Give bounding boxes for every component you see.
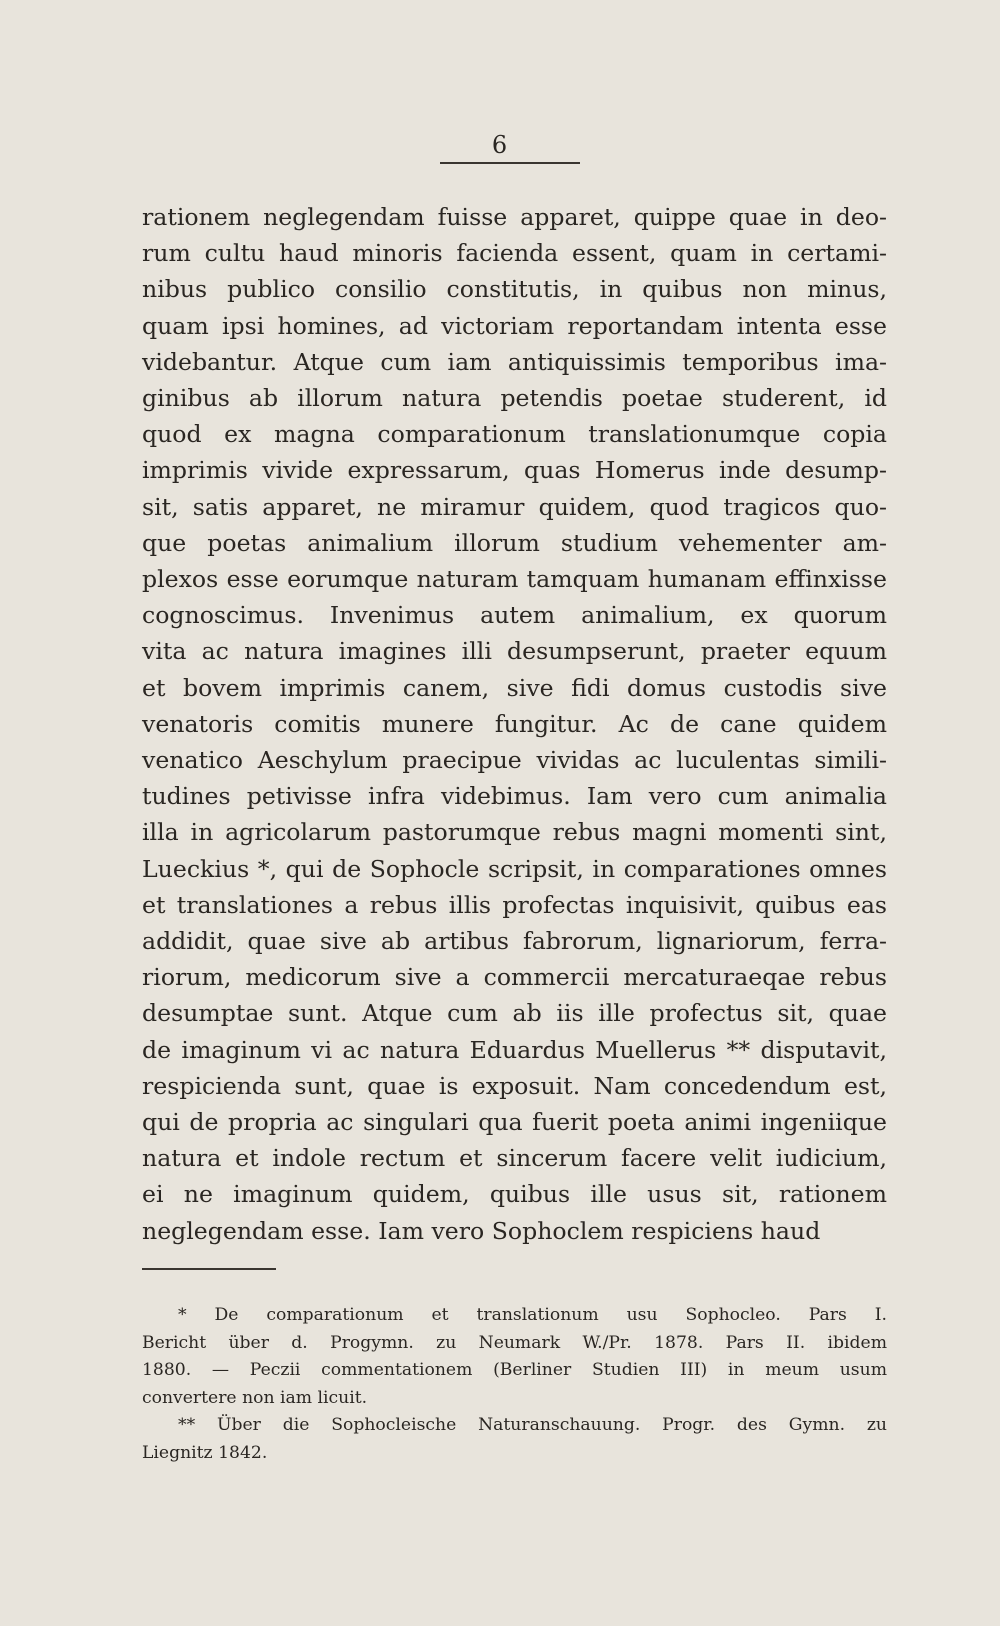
footnote-line: * De comparationum et translationum usu Sophocleo. Pars I. (178, 1305, 887, 1325)
footnote-line: Bericht über d. Progymn. zu Neumark W./Pr. 1878. Pars II. ibidem (142, 1332, 887, 1353)
body-line: riorum, medicorum sive a commercii mercaturaeqae rebus (142, 963, 887, 992)
body-line: imprimis vivide expressarum, quas Homerus inde desump- (142, 456, 887, 485)
body-line: qui de propria ac singulari qua fuerit poeta animi ingeniique (142, 1108, 887, 1137)
footnotes (142, 1302, 887, 1468)
body-line: rum cultu haud minoris facienda essent, quam in certami- (142, 239, 887, 268)
footnote-line: Liegnitz 1842. (142, 1442, 268, 1463)
body-line: desumptae sunt. Atque cum ab iis ille profectus sit, quae (142, 999, 887, 1028)
body-line: quod ex magna comparationum translationumque copia (142, 420, 887, 449)
body-line: venatoris comitis munere fungitur. Ac de cane quidem (142, 709, 887, 738)
body-line: de imaginum vi ac natura Eduardus Muellerus ** disputavit, (142, 1035, 887, 1064)
body-line: cognoscimus. Invenimus autem animalium, ex quorum (142, 601, 887, 630)
body-line: et bovem imprimis canem, sive fidi domus custodis sive (142, 673, 887, 702)
body-line: Lueckius *, qui de Sophocle scripsit, in comparationes omnes (142, 854, 887, 883)
body-line: vita ac natura imagines illi desumpserunt, praeter equum (142, 637, 887, 666)
body-text (142, 199, 887, 1249)
body-line: quam ipsi homines, ad victoriam reportandam intenta esse (142, 311, 887, 340)
body-line: ei ne imaginum quidem, quibus ille usus sit, rationem (142, 1180, 887, 1209)
body-line: plexos esse eorumque naturam tamquam humanam effinxisse (142, 565, 887, 594)
body-line: ginibus ab illorum natura petendis poetae studerent, id (142, 384, 887, 413)
body-line: et translationes a rebus illis profectas inquisivit, quibus eas (142, 890, 887, 919)
body-line: tudines petivisse infra videbimus. Iam vero cum animalia (142, 782, 887, 811)
footnote-2 (142, 1412, 887, 1467)
body-line: sit, satis apparet, ne miramur quidem, quod tragicos quo- (142, 492, 887, 521)
body-line: addidit, quae sive ab artibus fabrorum, lignariorum, ferra- (142, 927, 887, 956)
body-line: rationem neglegendam fuisse apparet, quippe quae in deo- (142, 203, 887, 231)
footnote-rule (142, 1268, 276, 1270)
footnote-1 (142, 1302, 887, 1412)
body-line: neglegendam esse. Iam vero Sophoclem respiciens haud (142, 1216, 821, 1245)
body-line: illa in agricolarum pastorumque rebus magni momenti sint, (142, 818, 887, 847)
body-line: videbantur. Atque cum iam antiquissimis temporibus ima- (142, 347, 887, 376)
footnote-line: 1880. — Peczii commentationem (Berliner Studien III) in meum usum (142, 1360, 887, 1381)
body-line: respicienda sunt, quae is exposuit. Nam concedendum est, (142, 1071, 887, 1100)
body-line: que poetas animalium illorum studium vehementer am- (142, 528, 887, 557)
page-number-rule (440, 162, 580, 164)
page-number: 6 (491, 131, 509, 159)
footnote-line: convertere non iam licuit. (142, 1387, 368, 1408)
body-line: nibus publico consilio constitutis, in quibus non minus, (142, 275, 887, 304)
body-line: venatico Aeschylum praecipue vividas ac luculentas simili- (142, 746, 887, 775)
body-line: natura et indole rectum et sincerum facere velit iudicium, (142, 1144, 887, 1173)
footnote-line: ** Über die Sophocleische Naturanschauung. Progr. des Gymn. zu (178, 1415, 887, 1436)
